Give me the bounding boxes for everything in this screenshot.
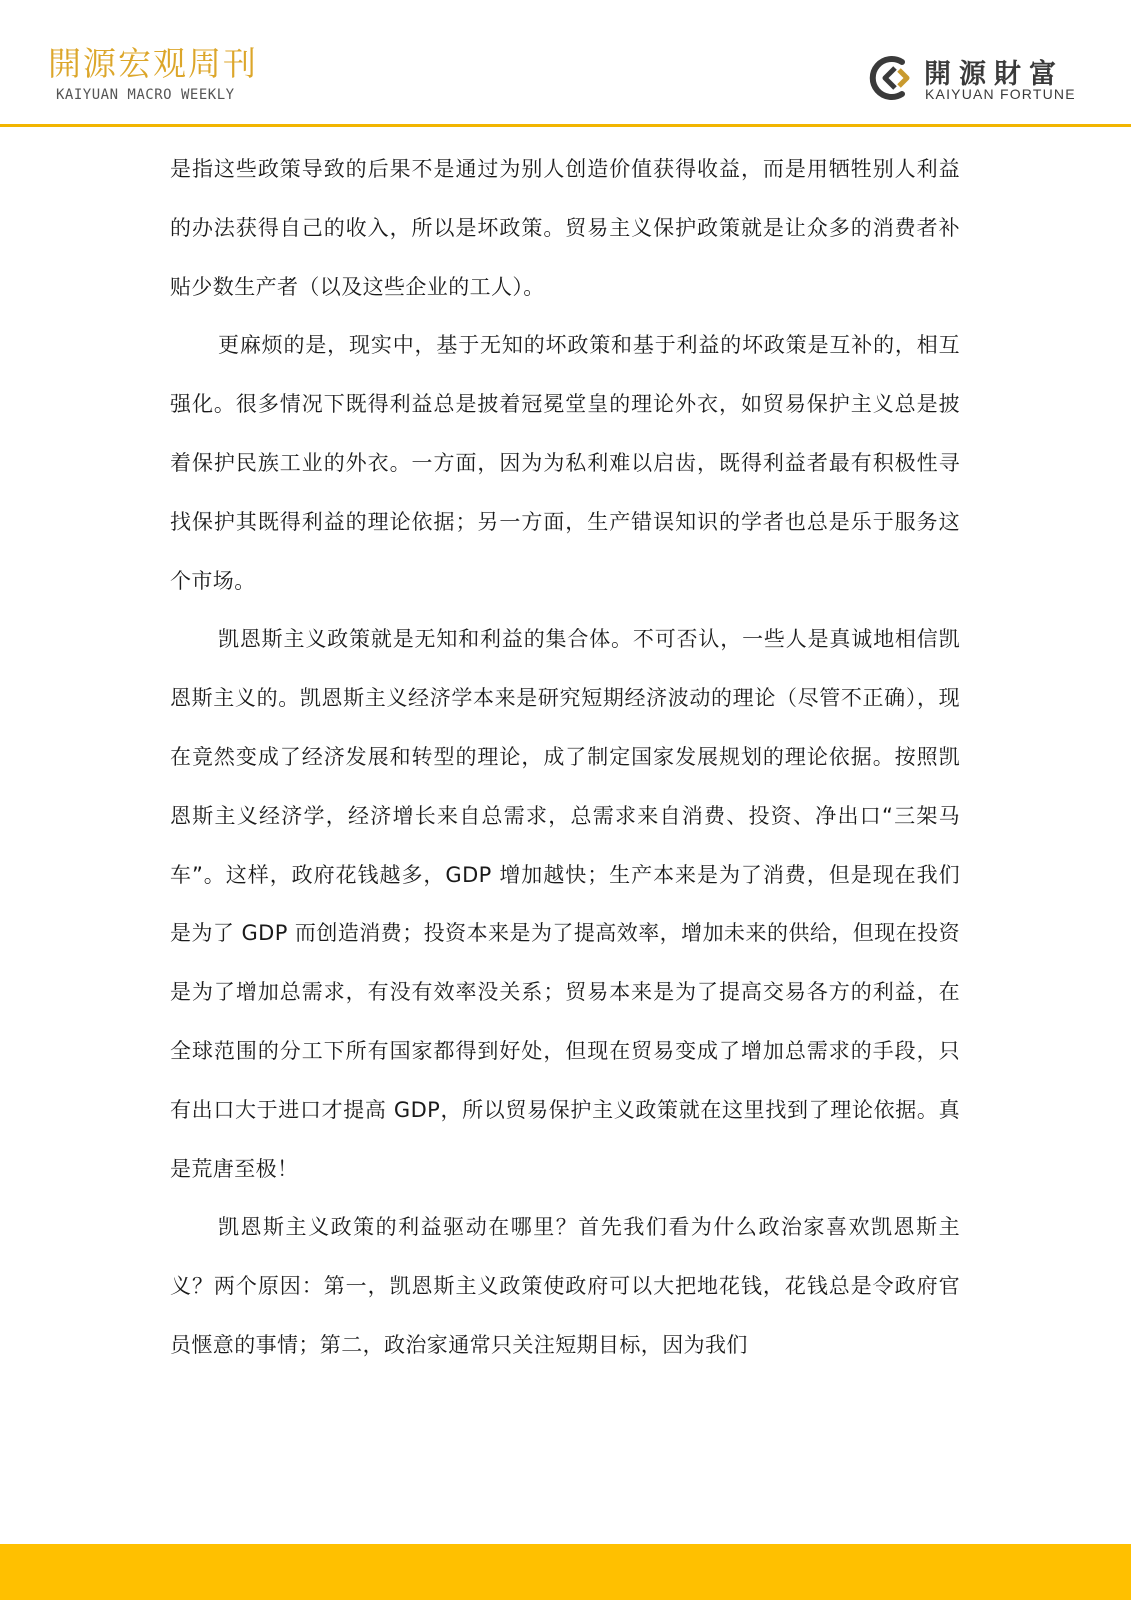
article-body [170, 140, 960, 1375]
page-header [0, 0, 1131, 128]
logo-text-en: KAIYUAN FORTUNE [925, 86, 1076, 102]
publication-title: 開源宏观周刊 [48, 44, 258, 83]
publication-subtitle: KAIYUAN MACRO WEEKLY [56, 87, 235, 103]
logo-mark-icon [868, 54, 916, 102]
body-paragraph: 是指这些政策导致的后果不是通过为别人创造价值获得收益，而是用牺牲别人利益的办法获得自己的收入，所以是坏政策。贸易主义保护政策就是让众多的消费者补贴少数生产者（以及这些企业的工人）。 [170, 157, 960, 299]
logo-text-cn: 開源財富 [924, 59, 1064, 90]
body-paragraph: 更麻烦的是，现实中，基于无知的坏政策和基于利益的坏政策是互补的，相互强化。很多情况下既得利益总是披着冠冕堂皇的理论外衣，如贸易保护主义总是披着保护民族工业的外衣。一方面，因为为私利难以启齿，既得利益者最有积极性寻找保护其既得利益的理论依据；另一方面，生产错误知识的学者也总是乐于服务这个市场。 [170, 333, 960, 593]
footer-bar [0, 1544, 1131, 1600]
body-paragraph: 凯恩斯主义政策就是无知和利益的集合体。不可否认，一些人是真诚地相信凯恩斯主义的。凯恩斯主义经济学本来是研究短期经济波动的理论（尽管不正确），现在竟然变成了经济发展和转型的理论，成了制定国家发展规划的理论依据。按照凯恩斯主义经济学，经济增长来自总需求，总需求来自消费、投资、净出口“三架马车”。这样，政府花钱越多，GDP 增加越快；生产本来是为了消费，但是现在我们是为了 GDP 而创造消费；投资本来是为了提高效率，增加未来的供给，但现在投资是为了增加总需求，有没有效率没关系；贸易本来是为了提高交易各方的利益，在全球范围的分工下所有国家都得到好处，但现在贸易变成了增加总需求的手段，只有出口大于进口才提高 GDP，所以贸易保护主义政策就在这里找到了理论依据。真是荒唐至极！ [170, 627, 960, 1181]
kaiyuan-fortune-logo [868, 50, 1098, 106]
header-divider [0, 124, 1131, 127]
body-paragraph: 凯恩斯主义政策的利益驱动在哪里？首先我们看为什么政治家喜欢凯恩斯主义？两个原因：第一，凯恩斯主义政策使政府可以大把地花钱，花钱总是令政府官员惬意的事情；第二，政治家通常只关注短期目标，因为我们 [170, 1215, 960, 1357]
